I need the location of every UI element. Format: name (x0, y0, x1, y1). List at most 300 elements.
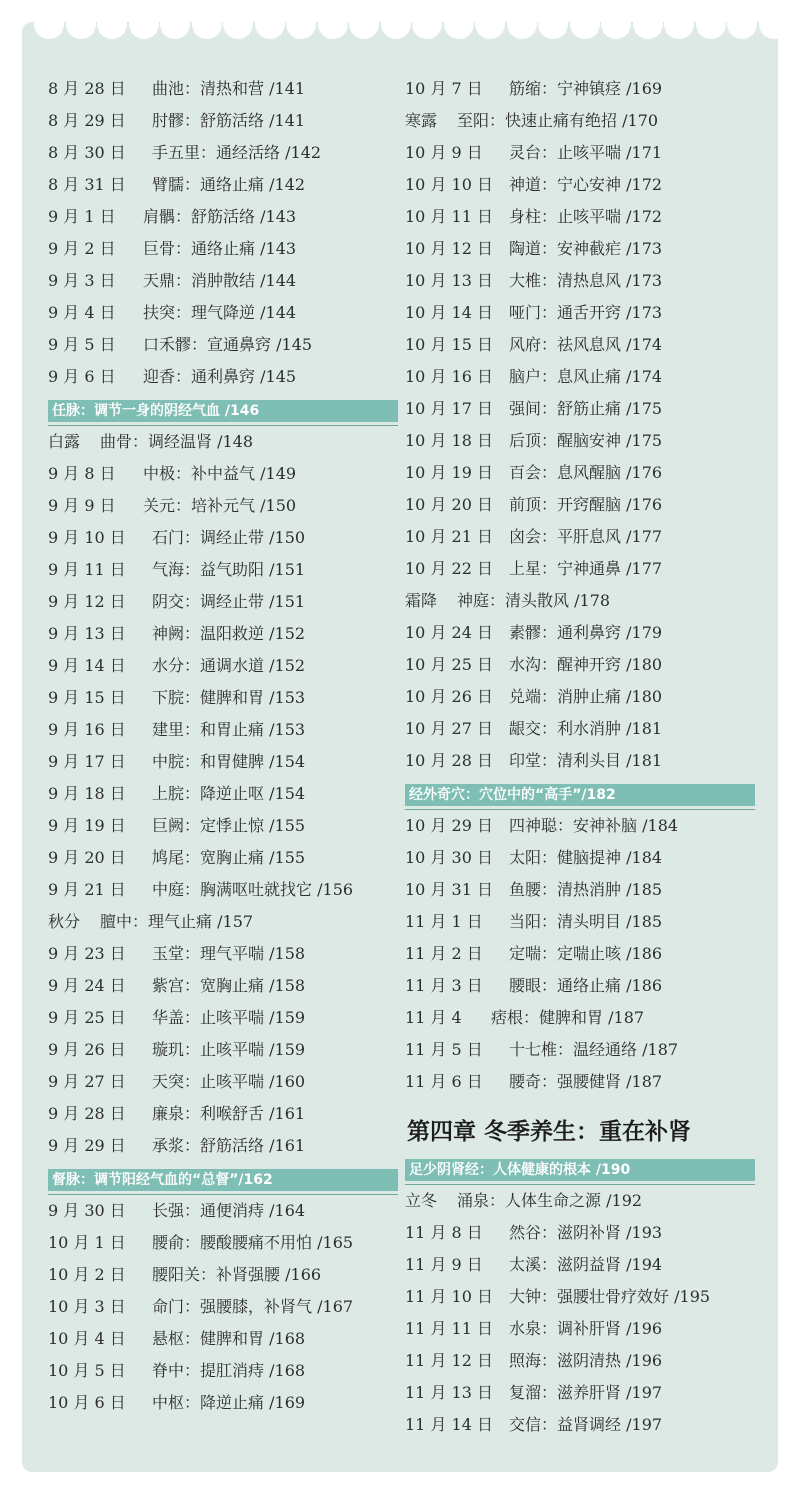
entry-date: 10 月 15 日 (405, 335, 493, 354)
separator: ： (184, 1201, 201, 1220)
acupoint-effect: 补肾强腰 /166 (216, 1265, 322, 1284)
binding-hole (727, 9, 757, 39)
binding-hole (286, 9, 316, 39)
index-entry (405, 393, 662, 425)
entry-date: 9 月 2 日 (48, 239, 116, 258)
separator: ： (200, 143, 217, 162)
acupoint-name: 腰眼 (509, 976, 542, 995)
entry-date: 10 月 18 日 (405, 431, 493, 450)
separator: ： (132, 432, 149, 451)
entry-date: 10 月 25 日 (405, 655, 493, 674)
binding-hole (129, 9, 159, 39)
entry-date: 9 月 25 日 (48, 1008, 126, 1027)
acupoint-name: 龈交 (509, 719, 542, 738)
entry-date: 9 月 24 日 (48, 976, 126, 995)
index-entry (405, 1217, 662, 1249)
binding-hole (97, 9, 127, 39)
separator: ： (541, 1072, 558, 1091)
acupoint-name: 交信 (509, 1415, 542, 1434)
binding-hole (601, 9, 631, 39)
acupoint-effect: 定悸止惊 /155 (200, 816, 306, 835)
separator: ： (184, 1297, 201, 1316)
acupoint-effect: 补中益气 /149 (191, 464, 297, 483)
index-entry (405, 1002, 644, 1034)
index-entry (405, 1249, 662, 1281)
acupoint-name: 水泉 (509, 1319, 542, 1338)
acupoint-effect: 调经温肾 /148 (148, 432, 254, 451)
separator: ： (175, 464, 192, 483)
index-entry (405, 970, 662, 1002)
section-header (405, 784, 755, 806)
acupoint-effect: 温阳救逆 /152 (200, 624, 306, 643)
acupoint-name: 臂臑 (152, 175, 185, 194)
index-entry (405, 649, 662, 681)
acupoint-effect: 提肛消痔 /168 (200, 1361, 306, 1380)
entry-date: 10 月 27 日 (405, 719, 493, 738)
separator: ： (184, 752, 201, 771)
index-entry (48, 490, 296, 522)
separator: ： (184, 528, 201, 547)
index-entry (48, 361, 296, 393)
acupoint-name: 阴交 (152, 592, 185, 611)
acupoint-name: 太阳 (509, 848, 542, 867)
separator: ： (541, 143, 558, 162)
entry-date: 10 月 6 日 (48, 1393, 126, 1412)
separator: ： (184, 111, 201, 130)
index-entry (48, 73, 305, 105)
separator: ： (184, 1393, 201, 1412)
entry-date: 9 月 12 日 (48, 592, 126, 611)
acupoint-name: 哑门 (509, 303, 542, 322)
separator: ： (541, 431, 558, 450)
binding-hole (223, 9, 253, 39)
acupoint-effect: 调经止带 /150 (200, 528, 306, 547)
entry-date: 8 月 29 日 (48, 111, 126, 130)
acupoint-name: 中庭 (152, 880, 185, 899)
acupoint-name: 神庭 (457, 591, 490, 610)
separator: ： (184, 720, 201, 739)
acupoint-name: 水沟 (509, 655, 542, 674)
entry-date: 10 月 3 日 (48, 1297, 126, 1316)
separator: ： (184, 1008, 201, 1027)
entry-date: 10 月 22 日 (405, 559, 493, 578)
entry-date: 10 月 14 日 (405, 303, 493, 322)
separator: ： (184, 1072, 201, 1091)
index-entry (48, 1066, 305, 1098)
index-entry (405, 713, 662, 745)
acupoint-effect: 通调水道 /152 (200, 656, 306, 675)
acupoint-name: 大椎 (509, 271, 542, 290)
entry-date: 11 月 12 日 (405, 1351, 493, 1370)
separator: ： (200, 1265, 217, 1284)
separator: ： (175, 239, 192, 258)
entry-date: 9 月 3 日 (48, 271, 116, 290)
separator: ： (541, 527, 558, 546)
acupoint-name: 鸠尾 (152, 848, 185, 867)
index-entry (48, 297, 296, 329)
acupoint-name: 腰俞 (152, 1233, 185, 1252)
entry-date: 10 月 5 日 (48, 1361, 126, 1380)
entry-date: 10 月 24 日 (405, 623, 493, 642)
acupoint-name: 长强 (152, 1201, 185, 1220)
index-entry (405, 1034, 678, 1066)
acupoint-effect: 通利鼻窍 /145 (191, 367, 297, 386)
acupoint-name: 四神聪 (509, 816, 558, 835)
acupoint-name: 紫宫 (152, 976, 185, 995)
entry-date: 8 月 28 日 (48, 79, 126, 98)
index-entry (48, 1387, 305, 1419)
entry-date: 10 月 16 日 (405, 367, 493, 386)
binding-hole (349, 9, 379, 39)
entry-date: 9 月 10 日 (48, 528, 126, 547)
index-entry (405, 169, 662, 201)
separator: ： (541, 1383, 558, 1402)
index-entry (48, 1034, 305, 1066)
index-entry (48, 458, 296, 490)
acupoint-effect: 和胃健脾 /154 (200, 752, 306, 771)
index-entry (48, 522, 305, 554)
index-entry (48, 714, 305, 746)
entry-date: 11 月 11 日 (405, 1319, 493, 1338)
acupoint-name: 陶道 (509, 239, 542, 258)
entry-date: 10 月 2 日 (48, 1265, 126, 1284)
separator: ： (541, 848, 558, 867)
separator: ： (541, 719, 558, 738)
index-entry (405, 1066, 662, 1098)
acupoint-name: 素髎 (509, 623, 542, 642)
acupoint-effect: 快速止痛有绝招 /170 (505, 111, 659, 130)
acupoint-effect: 胸满呕吐就找它 /156 (200, 880, 354, 899)
acupoint-name: 璇玑 (152, 1040, 185, 1059)
acupoint-effect: 温经通络 /187 (573, 1040, 679, 1059)
acupoint-effect: 强腰壮骨疗效好 /195 (557, 1287, 711, 1306)
entry-date: 10 月 20 日 (405, 495, 493, 514)
entry-date: 11 月 10 日 (405, 1287, 493, 1306)
index-entry (48, 554, 305, 586)
acupoint-name: 气海 (152, 560, 185, 579)
acupoint-name: 玉堂 (152, 944, 185, 963)
entry-date: 10 月 11 日 (405, 207, 493, 226)
acupoint-name: 复溜 (509, 1383, 542, 1402)
separator: ： (541, 1287, 558, 1306)
index-entry (405, 265, 662, 297)
index-entry (48, 746, 305, 778)
index-entry (48, 810, 305, 842)
separator: ： (541, 944, 558, 963)
index-entry (48, 1227, 353, 1259)
entry-date: 9 月 9 日 (48, 496, 116, 515)
index-entry (405, 361, 662, 393)
entry-date: 10 月 29 日 (405, 816, 493, 835)
index-entry (405, 425, 662, 457)
entry-date: 10 月 1 日 (48, 1233, 126, 1252)
separator: ： (184, 976, 201, 995)
acupoint-name: 天突 (152, 1072, 185, 1091)
separator: ： (557, 816, 574, 835)
binding-hole (412, 9, 442, 39)
separator: ： (541, 1255, 558, 1274)
separator: ： (541, 239, 558, 258)
entry-date: 10 月 31 日 (405, 880, 493, 899)
index-entry (48, 426, 253, 458)
entry-date: 9 月 5 日 (48, 335, 116, 354)
acupoint-effect: 健脾和胃 /187 (539, 1008, 645, 1027)
acupoint-name: 巨阙 (152, 816, 185, 835)
acupoint-name: 口禾髎 (143, 335, 192, 354)
separator: ： (541, 1223, 558, 1242)
separator: ： (541, 751, 558, 770)
index-entry (405, 617, 662, 649)
acupoint-effect: 理气止痛 /157 (148, 912, 254, 931)
section-title: 经外奇穴：穴位中的“高手”/182 (409, 787, 616, 803)
acupoint-effect: 开窍醒脑 /176 (557, 495, 663, 514)
index-entry (405, 297, 662, 329)
acupoint-name: 当阳 (509, 912, 542, 931)
acupoint-effect: 通利鼻窍 /179 (557, 623, 663, 642)
separator: ： (541, 880, 558, 899)
separator: ： (184, 1104, 201, 1123)
acupoint-effect: 宣通鼻窍 /145 (207, 335, 313, 354)
section-title: 任脉：调节一身的阴经气血 /146 (52, 403, 260, 419)
acupoint-name: 鱼腰 (509, 880, 542, 899)
entry-date: 立冬 (405, 1191, 438, 1210)
separator: ： (175, 207, 192, 226)
index-entry (405, 810, 678, 842)
index-entry (48, 1130, 305, 1162)
entry-date: 9 月 14 日 (48, 656, 126, 675)
section-header (48, 400, 398, 422)
entry-date: 9 月 18 日 (48, 784, 126, 803)
entry-date: 霜降 (405, 591, 438, 610)
separator: ： (191, 335, 208, 354)
index-entry (405, 105, 658, 137)
acupoint-name: 然谷 (509, 1223, 542, 1242)
acupoint-effect: 宁神镇痉 /169 (557, 79, 663, 98)
acupoint-effect: 健脾和胃 /153 (200, 688, 306, 707)
entry-date: 9 月 17 日 (48, 752, 126, 771)
index-entry (405, 73, 662, 105)
separator: ： (489, 111, 506, 130)
separator: ： (175, 367, 192, 386)
acupoint-name: 涌泉 (457, 1191, 490, 1210)
entry-date: 9 月 8 日 (48, 464, 116, 483)
index-entry (48, 938, 305, 970)
section-header (405, 1159, 755, 1181)
index-entry (405, 681, 662, 713)
acupoint-effect: 调补肝肾 /196 (557, 1319, 663, 1338)
separator: ： (175, 271, 192, 290)
acupoint-effect: 清头散风 /178 (505, 591, 611, 610)
index-entry (48, 682, 305, 714)
acupoint-name: 上脘 (152, 784, 185, 803)
index-entry (405, 906, 662, 938)
entry-date: 11 月 4 (405, 1008, 462, 1027)
entry-date: 10 月 9 日 (405, 143, 483, 162)
acupoint-name: 下脘 (152, 688, 185, 707)
separator: ： (541, 495, 558, 514)
separator: ： (541, 335, 558, 354)
acupoint-effect: 强腰膝，补肾气 /167 (200, 1297, 354, 1316)
acupoint-effect: 益肾调经 /197 (557, 1415, 663, 1434)
acupoint-effect: 舒筋活络 /161 (200, 1136, 306, 1155)
acupoint-name: 前顶 (509, 495, 542, 514)
index-entry (48, 586, 305, 618)
index-entry (48, 906, 253, 938)
section-title: 足少阴肾经：人体健康的根本 /190 (409, 1162, 631, 1178)
binding-hole (475, 9, 505, 39)
separator: ： (557, 1040, 574, 1059)
index-entry (48, 778, 305, 810)
separator: ： (541, 463, 558, 482)
acupoint-name: 命门 (152, 1297, 185, 1316)
entry-date: 11 月 1 日 (405, 912, 483, 931)
acupoint-effect: 息风止痛 /174 (557, 367, 663, 386)
entry-date: 9 月 19 日 (48, 816, 126, 835)
index-entry (405, 553, 662, 585)
index-entry (405, 842, 662, 874)
acupoint-effect: 通络止痛 /186 (557, 976, 663, 995)
acupoint-name: 印堂 (509, 751, 542, 770)
index-entry (48, 1323, 305, 1355)
binding-hole (664, 9, 694, 39)
acupoint-effect: 醒神开窍 /180 (557, 655, 663, 674)
acupoint-effect: 祛风息风 /174 (557, 335, 663, 354)
separator: ： (184, 175, 201, 194)
index-entry (48, 970, 305, 1002)
acupoint-effect: 宁心安神 /172 (557, 175, 663, 194)
entry-date: 9 月 28 日 (48, 1104, 126, 1123)
index-entry (405, 585, 610, 617)
acupoint-name: 兑端 (509, 687, 542, 706)
entry-date: 9 月 23 日 (48, 944, 126, 963)
acupoint-name: 巨骨 (143, 239, 176, 258)
separator: ： (541, 1415, 558, 1434)
chapter-title: 第四章 冬季养生：重在补肾 (407, 1119, 692, 1145)
acupoint-name: 灵台 (509, 143, 542, 162)
separator: ： (132, 912, 149, 931)
entry-date: 10 月 7 日 (405, 79, 483, 98)
separator: ： (184, 624, 201, 643)
separator: ： (184, 1136, 201, 1155)
acupoint-effect: 健脑提神 /184 (557, 848, 663, 867)
index-entry (48, 1291, 353, 1323)
acupoint-name: 大钟 (509, 1287, 542, 1306)
index-entry (48, 233, 296, 265)
acupoint-name: 关元 (143, 496, 176, 515)
acupoint-name: 天鼎 (143, 271, 176, 290)
index-entry (405, 1281, 710, 1313)
entry-date: 10 月 12 日 (405, 239, 493, 258)
acupoint-effect: 利喉舒舌 /161 (200, 1104, 306, 1123)
index-entry (48, 329, 312, 361)
separator: ： (541, 367, 558, 386)
index-entry (405, 1409, 662, 1441)
binding-hole (318, 9, 348, 39)
entry-date: 9 月 13 日 (48, 624, 126, 643)
index-entry (48, 201, 296, 233)
acupoint-name: 脊中 (152, 1361, 185, 1380)
acupoint-name: 手五里 (152, 143, 201, 162)
acupoint-name: 照海 (509, 1351, 542, 1370)
entry-date: 9 月 16 日 (48, 720, 126, 739)
acupoint-effect: 滋阴补肾 /193 (557, 1223, 663, 1242)
acupoint-name: 迎香 (143, 367, 176, 386)
separator: ： (184, 816, 201, 835)
section-header (48, 1169, 398, 1191)
acupoint-name: 定喘 (509, 944, 542, 963)
index-entry (405, 745, 662, 777)
entry-date: 8 月 31 日 (48, 175, 126, 194)
acupoint-effect: 止咳平喘 /160 (200, 1072, 306, 1091)
entry-date: 10 月 28 日 (405, 751, 493, 770)
separator: ： (541, 655, 558, 674)
index-entry (405, 1345, 662, 1377)
separator: ： (184, 1040, 201, 1059)
acupoint-effect: 平肝息风 /177 (557, 527, 663, 546)
entry-date: 10 月 4 日 (48, 1329, 126, 1348)
entry-date: 9 月 6 日 (48, 367, 116, 386)
separator: ： (523, 1008, 540, 1027)
separator: ： (184, 848, 201, 867)
index-entry (405, 489, 662, 521)
index-entry (48, 105, 305, 137)
separator: ： (541, 976, 558, 995)
entry-date: 10 月 10 日 (405, 175, 493, 194)
entry-date: 9 月 27 日 (48, 1072, 126, 1091)
acupoint-name: 风府 (509, 335, 542, 354)
entry-date: 10 月 13 日 (405, 271, 493, 290)
acupoint-name: 华盖 (152, 1008, 185, 1027)
acupoint-effect: 滋养肝肾 /197 (557, 1383, 663, 1402)
entry-date: 10 月 17 日 (405, 399, 493, 418)
acupoint-name: 中脘 (152, 752, 185, 771)
acupoint-effect: 利水消肿 /181 (557, 719, 663, 738)
acupoint-name: 太溪 (509, 1255, 542, 1274)
acupoint-effect: 培补元气 /150 (191, 496, 297, 515)
acupoint-name: 至阳 (457, 111, 490, 130)
acupoint-name: 后顶 (509, 431, 542, 450)
entry-date: 11 月 14 日 (405, 1415, 493, 1434)
acupoint-effect: 通舌开窍 /173 (557, 303, 663, 322)
entry-date: 9 月 11 日 (48, 560, 126, 579)
acupoint-effect: 定喘止咳 /186 (557, 944, 663, 963)
separator: ： (541, 623, 558, 642)
acupoint-effect: 调经止带 /151 (200, 592, 306, 611)
separator: ： (184, 656, 201, 675)
entry-date: 9 月 15 日 (48, 688, 126, 707)
acupoint-name: 痞根 (491, 1008, 524, 1027)
separator: ： (541, 399, 558, 418)
binding-hole (507, 9, 537, 39)
acupoint-effect: 滋阴益肾 /194 (557, 1255, 663, 1274)
entry-date: 10 月 30 日 (405, 848, 493, 867)
acupoint-name: 承浆 (152, 1136, 185, 1155)
entry-date: 9 月 26 日 (48, 1040, 126, 1059)
binding-hole (66, 9, 96, 39)
acupoint-effect: 宽胸止痛 /155 (200, 848, 306, 867)
separator: ： (541, 912, 558, 931)
binding-hole (444, 9, 474, 39)
acupoint-name: 扶突 (143, 303, 176, 322)
separator: ： (184, 79, 201, 98)
entry-date: 9 月 4 日 (48, 303, 116, 322)
acupoint-name: 强间 (509, 399, 542, 418)
entry-date: 11 月 3 日 (405, 976, 483, 995)
acupoint-effect: 理气平喘 /158 (200, 944, 306, 963)
acupoint-effect: 通便消痔 /164 (200, 1201, 306, 1220)
separator: ： (541, 1319, 558, 1338)
acupoint-effect: 益气助阳 /151 (200, 560, 306, 579)
